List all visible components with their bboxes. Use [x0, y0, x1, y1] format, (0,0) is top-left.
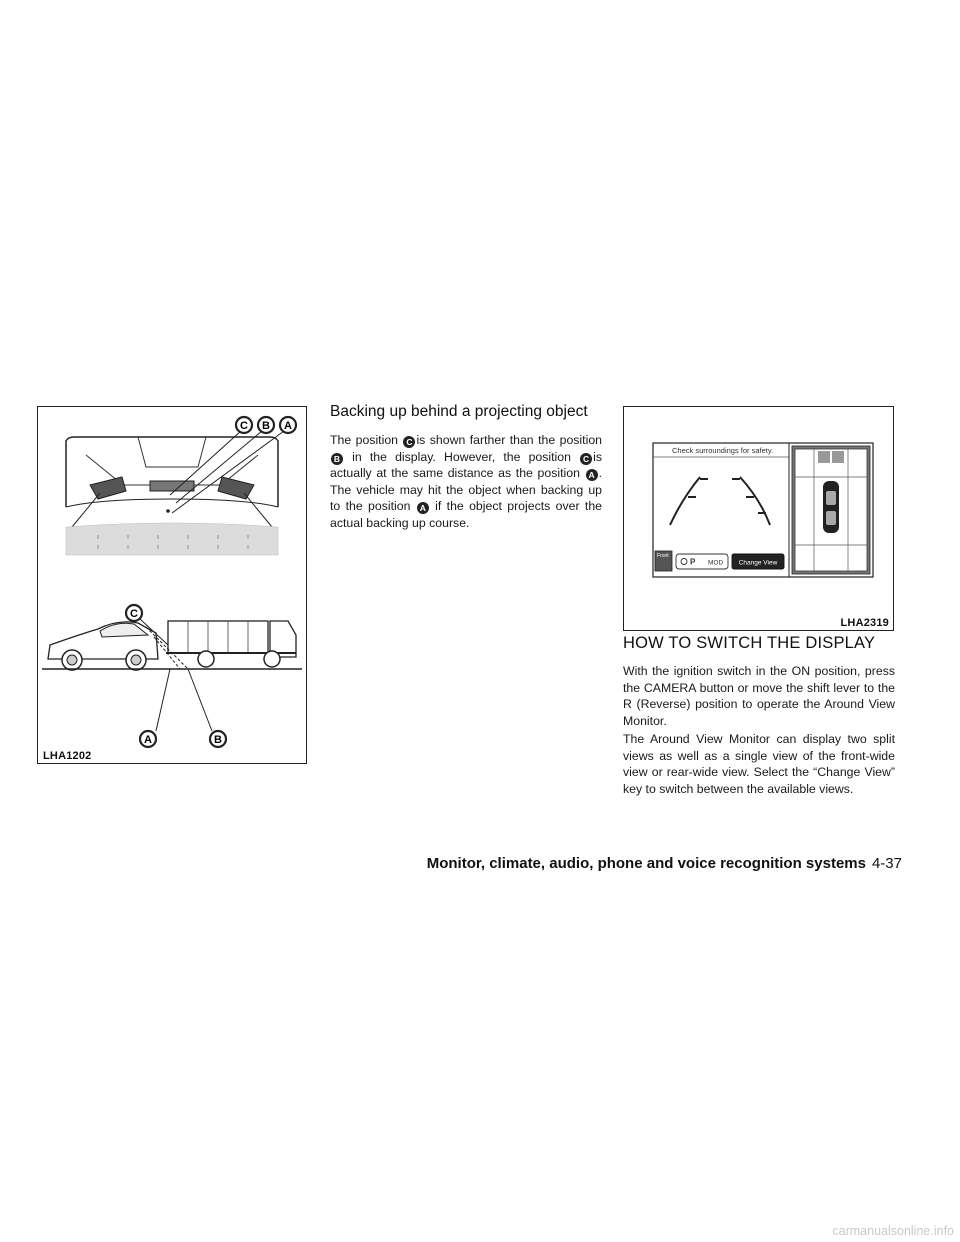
- label-a-lower: [140, 731, 156, 747]
- backing-paragraph: The position C is shown farther than the position B in the display. However, the position C is actually at the same distance as the position A . The vehicle may hit the object when backing up to the position A if the object projects over the actual backing up course.: [330, 433, 603, 530]
- page-footer: [427, 855, 902, 872]
- svg-text:C: C: [130, 608, 138, 620]
- svg-text:Change View: Change View: [738, 559, 778, 567]
- vehicle-top-view-icon: [823, 481, 839, 533]
- figure-code-right: LHA2319: [840, 617, 889, 629]
- car-illustration: [48, 622, 158, 670]
- badge-a: A: [417, 502, 429, 514]
- truck-illustration: [166, 621, 296, 667]
- label-b-top: [258, 417, 274, 433]
- badge-b: B: [331, 453, 343, 465]
- label-c-top: [236, 417, 252, 433]
- around-view-monitor-screen-figure: [623, 406, 894, 631]
- switch-paragraph-2: The Around View Monitor can display two split views as well as a single view of the front-wide view or rear-wide view. Select the “Change View” key to switch between the available views.: [623, 732, 895, 796]
- svg-text:MOD: MOD: [708, 559, 724, 567]
- svg-text:B: B: [262, 420, 270, 432]
- rear-camera-diagram: [37, 406, 307, 764]
- label-a-top: [280, 417, 296, 433]
- figure-code-left: LHA1202: [43, 750, 92, 762]
- badge-c: C: [403, 436, 415, 448]
- section-heading-backing: Backing up behind a projecting object: [330, 403, 588, 420]
- badge-c: C: [580, 453, 592, 465]
- backing-diagram-illustration: [38, 407, 306, 763]
- svg-text:A: A: [144, 734, 152, 746]
- watermark: carmanualsonline.info: [832, 1224, 954, 1238]
- svg-text:Front: Front: [657, 553, 669, 559]
- section-heading-switch-display: HOW TO SWITCH THE DISPLAY: [623, 634, 876, 652]
- svg-text:B: B: [214, 734, 222, 746]
- monitor-screen-illustration: [624, 407, 893, 630]
- screen-message: Check surroundings for safety.: [672, 446, 774, 455]
- switch-paragraph-1: With the ignition switch in the ON position, press the CAMERA button or move the shift lever to the R (Reverse) position to operate the Around View Monitor.: [623, 664, 895, 728]
- page-number: 4-37: [871, 855, 902, 872]
- svg-text:C: C: [240, 420, 248, 432]
- svg-text:A: A: [284, 420, 292, 432]
- label-c-lower: [126, 605, 142, 621]
- footer-section-title: Monitor, climate, audio, phone and voice recognition systems: [426, 855, 866, 872]
- badge-a: A: [586, 469, 598, 481]
- svg-text:P: P: [690, 557, 696, 567]
- label-b-lower: [210, 731, 226, 747]
